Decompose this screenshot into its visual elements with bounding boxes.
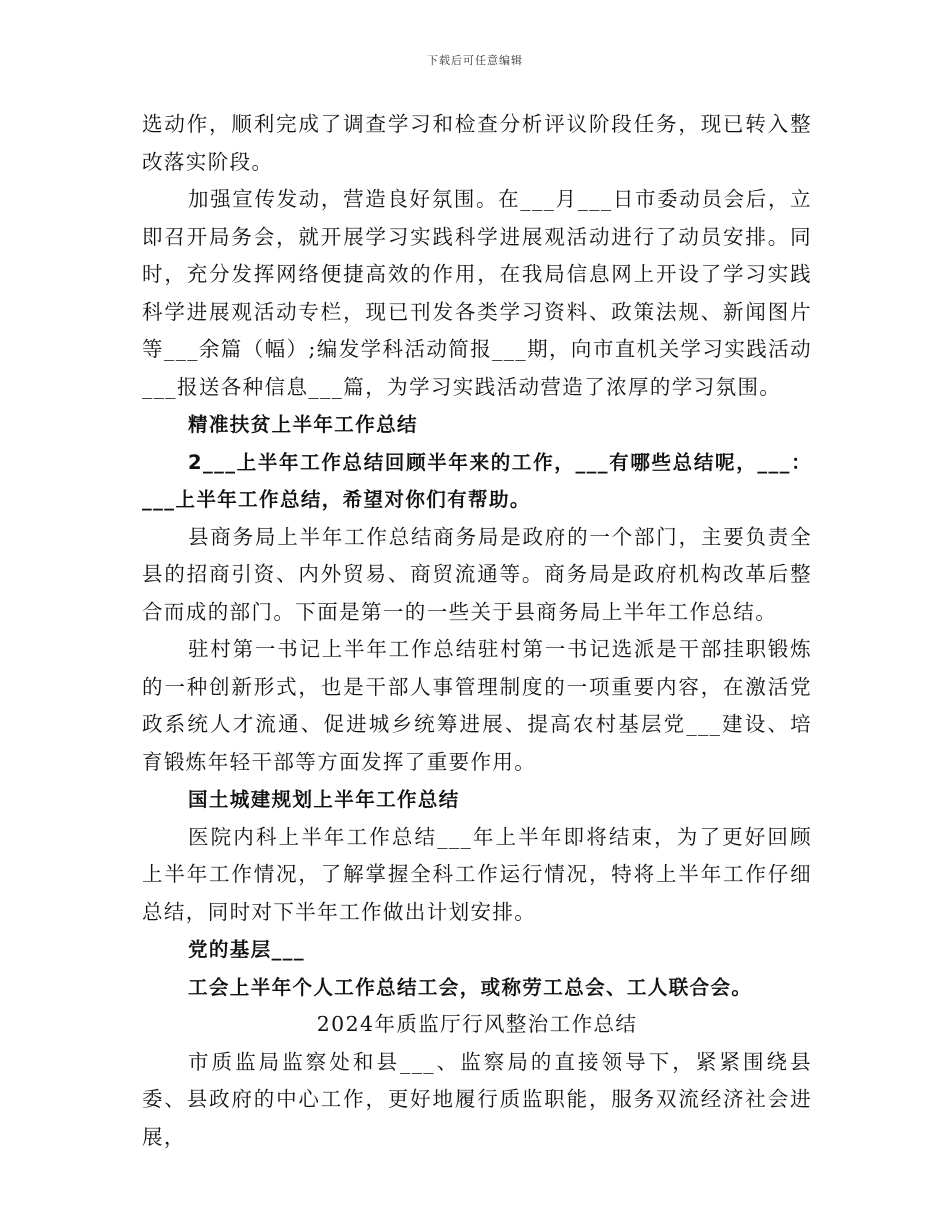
document-body	[142, 106, 812, 1156]
section-title: 2024年质监厅行风整治工作总结	[316, 1012, 638, 1036]
heading-land-planning: 国土城建规划上半年工作总结	[188, 788, 460, 811]
paragraph-continuation: 选动作，顺利完成了调查学习和检查分析评议阶段任务，现已转入整改落实阶段。	[142, 112, 812, 174]
heading-half-year-intro: 2___上半年工作总结回顾半年来的工作，___有哪些总结呢，___：___上半年工作总结，希望对你们有帮助。	[142, 450, 812, 511]
heading-party-grassroots: 党的基层___	[188, 938, 306, 961]
paragraph-publicity: 加强宣传发动，营造良好氛围。在___月___日市委动员会后，立即召开局务会，就开展学习实践科学进展观活动进行了动员安排。同时，充分发挥网络便捷高效的作用，在我局信息网上开设了学习实践科学进展观活动专栏，现已刊发各类学习资料、政策法规、新闻图片等___余篇（幅）;编发学科活动简报___期，向市直机关学习实践活动___报送各种信息___篇，为学习实践活动营造了浓厚的学习氛围。	[142, 187, 812, 399]
paragraph-commerce-bureau: 县商务局上半年工作总结商务局是政府的一个部门，主要负责全县的招商引资、内外贸易、商贸流通等。商务局是政府机构改革后整合而成的部门。下面是第一的一些关于县商务局上半年工作总结。	[142, 524, 812, 624]
page-header: 下载后可任意编辑	[427, 54, 523, 67]
paragraph-hospital: 医院内科上半年工作总结___年上半年即将结束，为了更好回顾上半年工作情况，了解掌握全科工作运行情况，特将上半年工作仔细总结，同时对下半年工作做出计划安排。	[142, 824, 812, 924]
heading-poverty-summary: 精准扶贫上半年工作总结	[188, 413, 418, 436]
paragraph-village-secretary: 驻村第一书记上半年工作总结驻村第一书记选派是干部挂职锻炼的一种创新形式，也是干部人事管理制度的一项重要内容，在激活党政系统人才流通、促进城乡统筹进展、提高农村基层党___建设、培育锻炼年轻干部等方面发挥了重要作用。	[142, 637, 812, 774]
paragraph-quality-bureau: 市质监局监察处和县___、监察局的直接领导下，紧紧围绕县委、县政府的中心工作，更好地履行质监职能，服务双流经济社会进展，	[142, 1049, 812, 1149]
heading-union-summary: 工会上半年个人工作总结工会，或称劳工总会、工人联合会。	[188, 975, 753, 999]
